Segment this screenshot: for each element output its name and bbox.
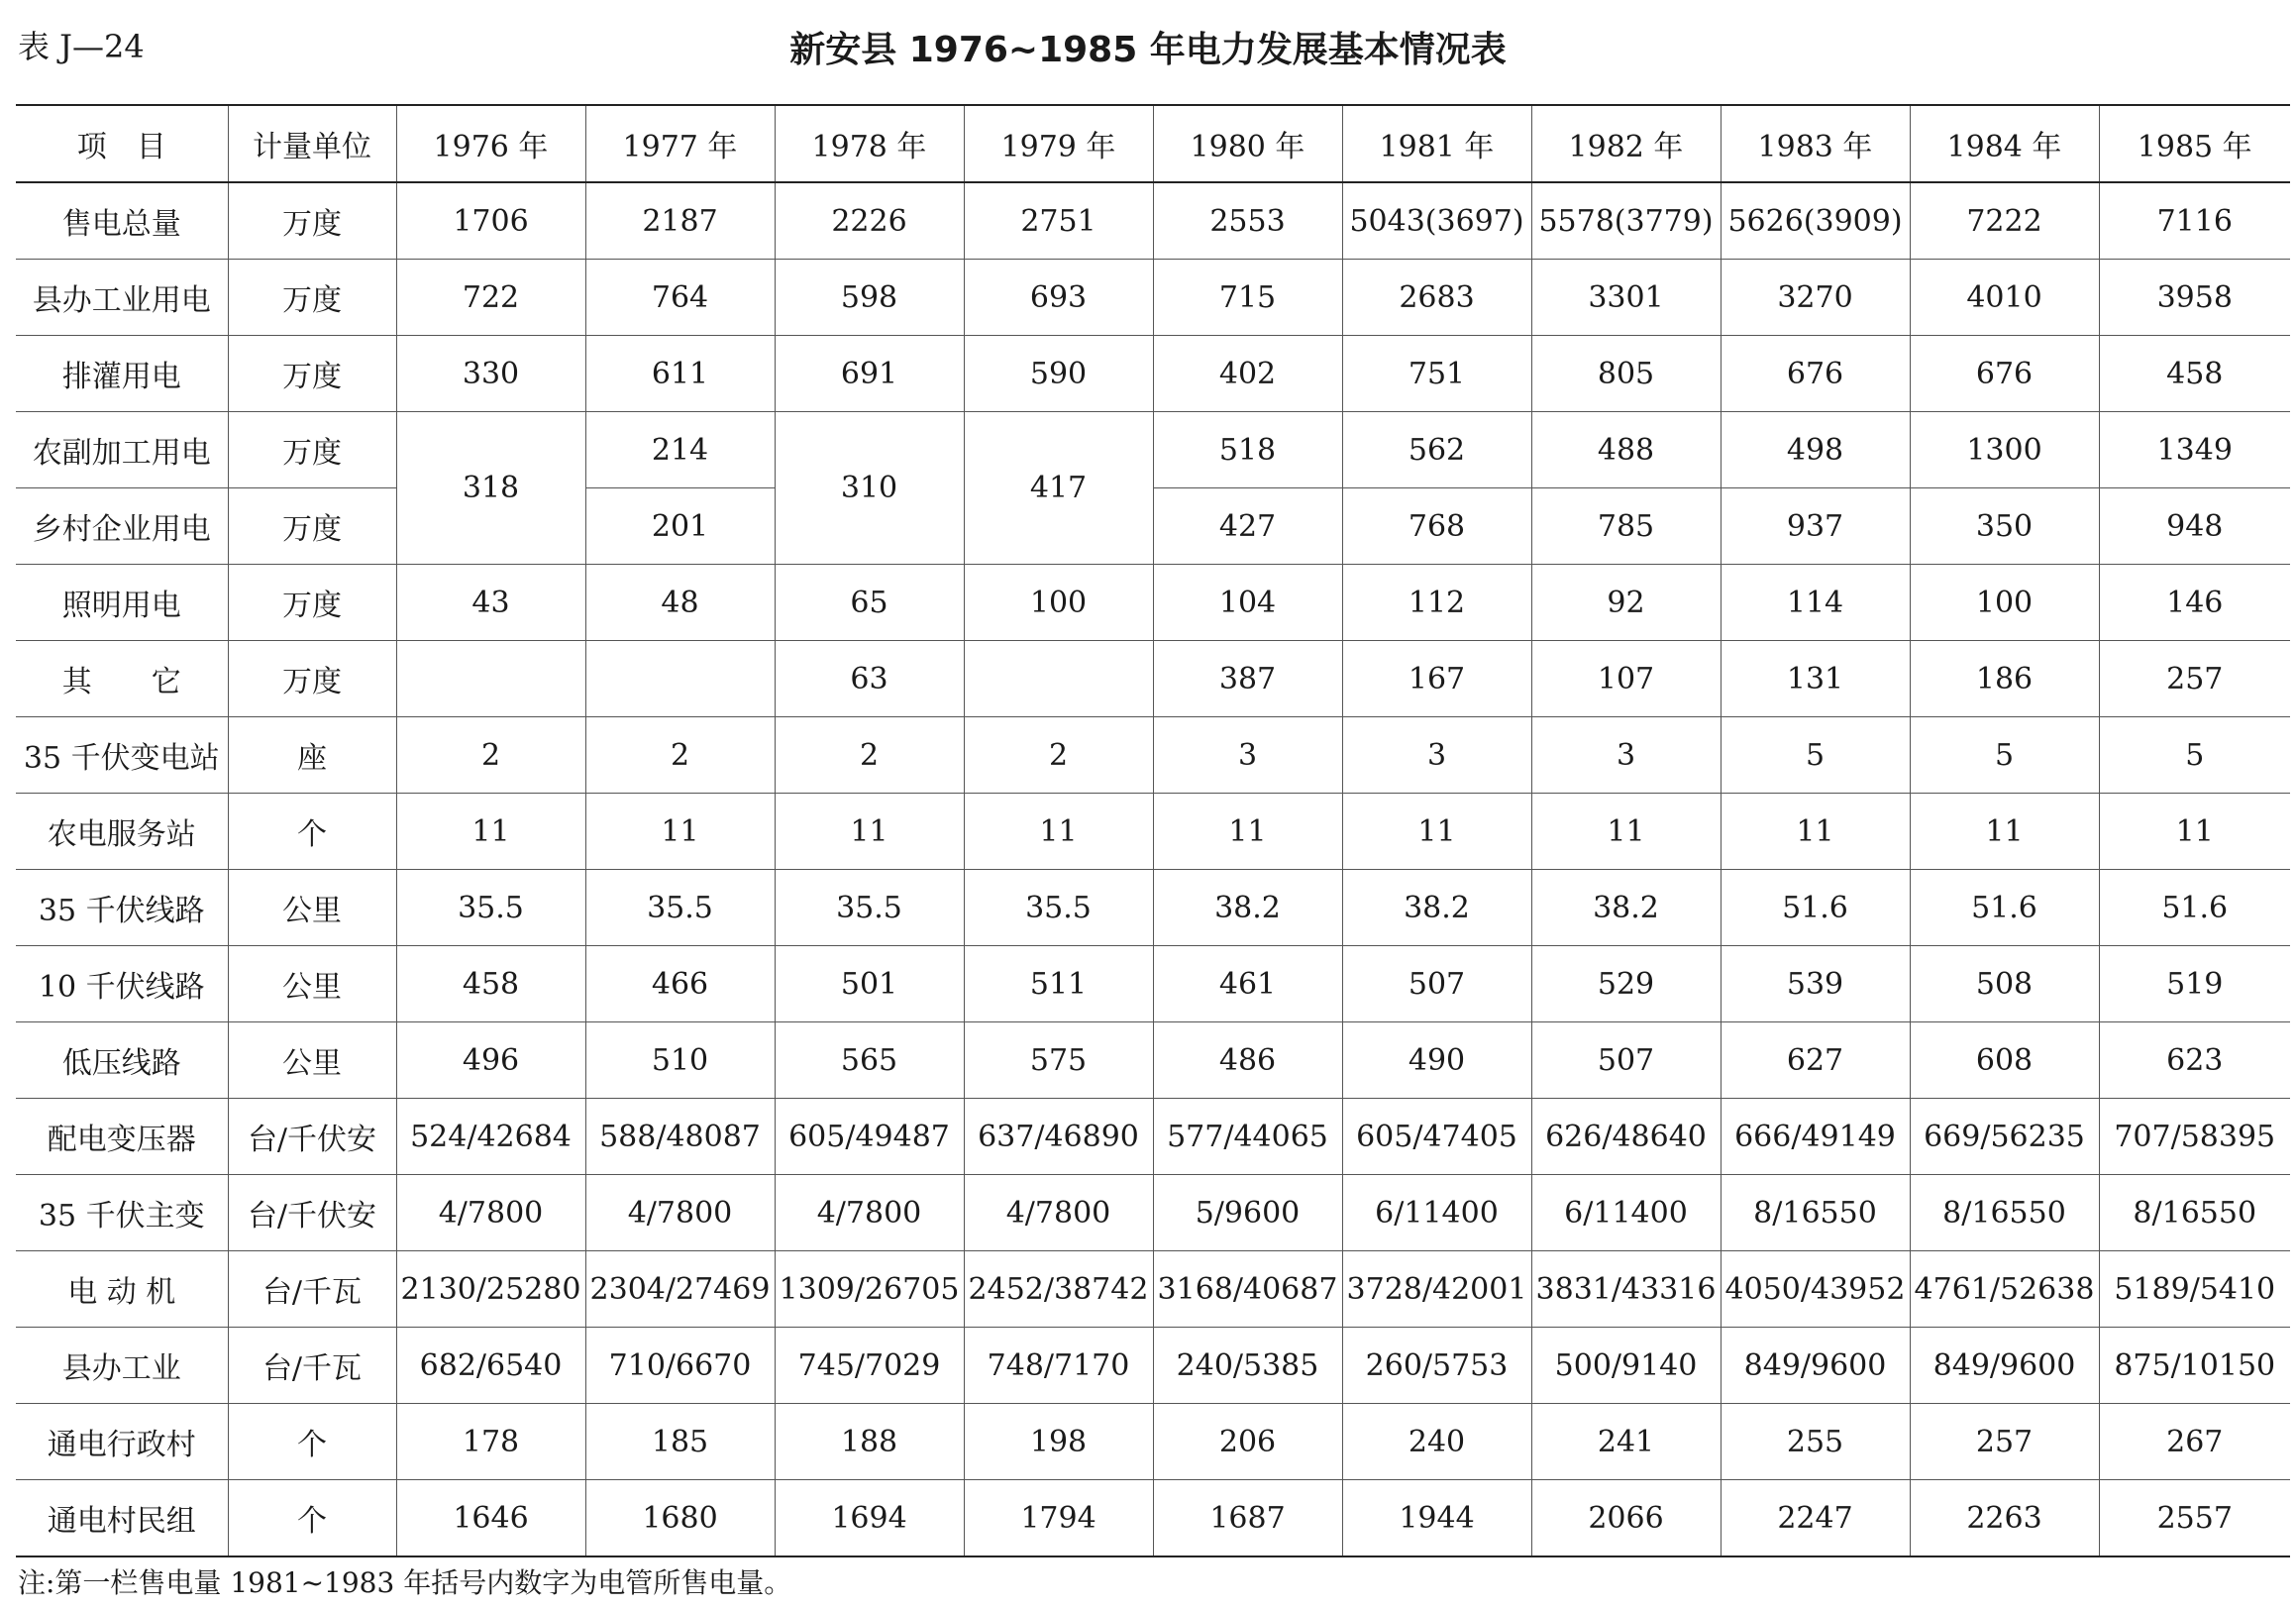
table-cell: 146 — [2099, 565, 2290, 641]
row-label: 其 它 — [16, 641, 228, 717]
table-cell: 5/9600 — [1153, 1175, 1342, 1251]
table-cell: 511 — [964, 946, 1153, 1022]
table-row — [16, 1251, 2290, 1328]
table-cell: 241 — [1531, 1404, 1721, 1480]
table-cell: 507 — [1531, 1022, 1721, 1099]
table-cell: 501 — [775, 946, 964, 1022]
table-row — [16, 641, 2290, 717]
table-cell: 240/5385 — [1153, 1328, 1342, 1404]
table-cell: 507 — [1342, 946, 1531, 1022]
table-row — [16, 1404, 2290, 1480]
table-cell: 676 — [1721, 336, 1910, 412]
row-label: 10 千伏线路 — [16, 946, 228, 1022]
table-cell: 114 — [1721, 565, 1910, 641]
table-cell: 100 — [1910, 565, 2099, 641]
row-label: 农电服务站 — [16, 794, 228, 870]
header-year: 1985 年 — [2099, 105, 2290, 182]
table-row — [16, 1099, 2290, 1175]
table-cell: 206 — [1153, 1404, 1342, 1480]
table-cell: 11 — [396, 794, 585, 870]
table-cell: 2066 — [1531, 1480, 1721, 1557]
table-cell: 4/7800 — [585, 1175, 775, 1251]
table-cell: 11 — [1342, 794, 1531, 870]
table-cell: 240 — [1342, 1404, 1531, 1480]
table-cell: 350 — [1910, 488, 2099, 565]
table-cell: 48 — [585, 565, 775, 641]
table-cell: 500/9140 — [1531, 1328, 1721, 1404]
table-row — [16, 946, 2290, 1022]
table-row — [16, 870, 2290, 946]
row-unit: 个 — [228, 794, 396, 870]
table-cell: 682/6540 — [396, 1328, 585, 1404]
table-cell: 510 — [585, 1022, 775, 1099]
table-cell: 518 — [1153, 412, 1342, 488]
table-id-label: 表 J—24 — [18, 28, 145, 65]
table-cell: 562 — [1342, 412, 1531, 488]
table-cell: 577/44065 — [1153, 1099, 1342, 1175]
table-cell: 3301 — [1531, 260, 1721, 336]
table-row — [16, 182, 2290, 260]
table-cell: 3958 — [2099, 260, 2290, 336]
table-cell: 1706 — [396, 182, 585, 260]
table-cell: 1794 — [964, 1480, 1153, 1557]
table-cell: 35.5 — [775, 870, 964, 946]
table-cell: 669/56235 — [1910, 1099, 2099, 1175]
table-cell: 623 — [2099, 1022, 2290, 1099]
table-cell: 188 — [775, 1404, 964, 1480]
table-cell: 178 — [396, 1404, 585, 1480]
row-unit: 台/千瓦 — [228, 1328, 396, 1404]
table-cell: 11 — [1910, 794, 2099, 870]
table-cell: 605/47405 — [1342, 1099, 1531, 1175]
table-cell: 488 — [1531, 412, 1721, 488]
row-label: 电 动 机 — [16, 1251, 228, 1328]
merged-cell: 310 — [775, 412, 964, 565]
table-cell: 4/7800 — [775, 1175, 964, 1251]
row-label: 乡村企业用电 — [16, 488, 228, 565]
table-cell: 598 — [775, 260, 964, 336]
table-cell: 5578(3779) — [1531, 182, 1721, 260]
header-year: 1984 年 — [1910, 105, 2099, 182]
table-cell: 4761/52638 — [1910, 1251, 2099, 1328]
row-label: 县办工业用电 — [16, 260, 228, 336]
table-cell: 7116 — [2099, 182, 2290, 260]
row-unit: 万度 — [228, 641, 396, 717]
table-cell: 748/7170 — [964, 1328, 1153, 1404]
table-cell — [964, 641, 1153, 717]
table-cell: 330 — [396, 336, 585, 412]
table-cell: 1309/26705 — [775, 1251, 964, 1328]
header-year: 1983 年 — [1721, 105, 1910, 182]
table-cell: 5 — [2099, 717, 2290, 794]
table-cell: 637/46890 — [964, 1099, 1153, 1175]
table-cell: 519 — [2099, 946, 2290, 1022]
table-cell: 43 — [396, 565, 585, 641]
table-cell: 745/7029 — [775, 1328, 964, 1404]
table-cell: 2247 — [1721, 1480, 1910, 1557]
table-cell: 486 — [1153, 1022, 1342, 1099]
table-cell: 2263 — [1910, 1480, 2099, 1557]
table-cell: 51.6 — [1910, 870, 2099, 946]
table-cell: 611 — [585, 336, 775, 412]
table-cell: 4010 — [1910, 260, 2099, 336]
table-cell: 1349 — [2099, 412, 2290, 488]
table-cell: 5 — [1721, 717, 1910, 794]
table-cell: 693 — [964, 260, 1153, 336]
table-cell: 402 — [1153, 336, 1342, 412]
table-cell: 710/6670 — [585, 1328, 775, 1404]
header-year: 1980 年 — [1153, 105, 1342, 182]
table-cell: 691 — [775, 336, 964, 412]
table-row — [16, 717, 2290, 794]
table-cell: 11 — [585, 794, 775, 870]
row-unit: 公里 — [228, 1022, 396, 1099]
row-label: 农副加工用电 — [16, 412, 228, 488]
table-cell: 1687 — [1153, 1480, 1342, 1557]
table-cell: 1646 — [396, 1480, 585, 1557]
table-cell: 38.2 — [1342, 870, 1531, 946]
table-cell: 51.6 — [1721, 870, 1910, 946]
table-cell: 715 — [1153, 260, 1342, 336]
table-cell: 2304/27469 — [585, 1251, 775, 1328]
row-unit: 公里 — [228, 946, 396, 1022]
row-unit: 台/千伏安 — [228, 1099, 396, 1175]
table-cell: 608 — [1910, 1022, 2099, 1099]
row-label: 排灌用电 — [16, 336, 228, 412]
table-cell: 4050/43952 — [1721, 1251, 1910, 1328]
row-unit: 万度 — [228, 260, 396, 336]
table-cell: 707/58395 — [2099, 1099, 2290, 1175]
row-label: 35 千伏线路 — [16, 870, 228, 946]
table-cell: 1944 — [1342, 1480, 1531, 1557]
header-year: 1978 年 — [775, 105, 964, 182]
table-cell: 461 — [1153, 946, 1342, 1022]
table-cell: 2130/25280 — [396, 1251, 585, 1328]
header-unit: 计量单位 — [228, 105, 396, 182]
table-cell: 529 — [1531, 946, 1721, 1022]
table-cell: 590 — [964, 336, 1153, 412]
row-unit: 万度 — [228, 488, 396, 565]
table-cell: 764 — [585, 260, 775, 336]
table-cell: 63 — [775, 641, 964, 717]
row-label: 售电总量 — [16, 182, 228, 260]
table-cell: 387 — [1153, 641, 1342, 717]
power-development-table — [16, 104, 2290, 1557]
table-cell: 3 — [1531, 717, 1721, 794]
table-footnote: 注:第一栏售电量 1981~1983 年括号内数字为电管所售电量。 — [18, 1566, 792, 1599]
table-cell: 666/49149 — [1721, 1099, 1910, 1175]
table-cell: 2 — [775, 717, 964, 794]
header-year: 1981 年 — [1342, 105, 1531, 182]
table-cell: 3168/40687 — [1153, 1251, 1342, 1328]
table-cell: 785 — [1531, 488, 1721, 565]
table-cell: 849/9600 — [1721, 1328, 1910, 1404]
table-cell — [396, 641, 585, 717]
row-label: 35 千伏变电站 — [16, 717, 228, 794]
row-label: 35 千伏主变 — [16, 1175, 228, 1251]
table-cell: 5189/5410 — [2099, 1251, 2290, 1328]
table-row — [16, 260, 2290, 336]
header-year: 1982 年 — [1531, 105, 1721, 182]
table-cell: 8/16550 — [1721, 1175, 1910, 1251]
table-cell: 490 — [1342, 1022, 1531, 1099]
table-cell: 805 — [1531, 336, 1721, 412]
merged-cell: 417 — [964, 412, 1153, 565]
header-year: 1977 年 — [585, 105, 775, 182]
table-row — [16, 1328, 2290, 1404]
table-cell: 948 — [2099, 488, 2290, 565]
table-row — [16, 565, 2290, 641]
table-cell: 3831/43316 — [1531, 1251, 1721, 1328]
table-cell: 35.5 — [396, 870, 585, 946]
table-cell: 8/16550 — [1910, 1175, 2099, 1251]
row-unit: 万度 — [228, 565, 396, 641]
table-cell: 676 — [1910, 336, 2099, 412]
table-cell: 255 — [1721, 1404, 1910, 1480]
table-cell: 3 — [1153, 717, 1342, 794]
table-cell: 5 — [1910, 717, 2099, 794]
table-cell: 38.2 — [1153, 870, 1342, 946]
table-cell: 260/5753 — [1342, 1328, 1531, 1404]
table-cell: 6/11400 — [1342, 1175, 1531, 1251]
table-cell: 458 — [396, 946, 585, 1022]
table-cell: 214 — [585, 412, 775, 488]
table-cell: 751 — [1342, 336, 1531, 412]
row-unit: 万度 — [228, 182, 396, 260]
row-label: 县办工业 — [16, 1328, 228, 1404]
table-cell: 5626(3909) — [1721, 182, 1910, 260]
row-unit: 公里 — [228, 870, 396, 946]
table-cell: 722 — [396, 260, 585, 336]
table-cell: 11 — [1531, 794, 1721, 870]
table-cell: 11 — [1721, 794, 1910, 870]
table-cell: 565 — [775, 1022, 964, 1099]
header-item: 项 目 — [16, 105, 228, 182]
table-cell: 588/48087 — [585, 1099, 775, 1175]
table-cell: 107 — [1531, 641, 1721, 717]
row-unit: 万度 — [228, 336, 396, 412]
table-cell: 508 — [1910, 946, 2099, 1022]
table-cell: 2557 — [2099, 1480, 2290, 1557]
table-cell: 11 — [2099, 794, 2290, 870]
row-unit: 万度 — [228, 412, 396, 488]
table-cell: 5043(3697) — [1342, 182, 1531, 260]
table-cell: 3270 — [1721, 260, 1910, 336]
table-cell: 185 — [585, 1404, 775, 1480]
row-label: 低压线路 — [16, 1022, 228, 1099]
row-label: 照明用电 — [16, 565, 228, 641]
row-unit: 台/千瓦 — [228, 1251, 396, 1328]
table-cell: 1680 — [585, 1480, 775, 1557]
table-cell: 2 — [964, 717, 1153, 794]
header-year: 1976 年 — [396, 105, 585, 182]
table-cell: 575 — [964, 1022, 1153, 1099]
table-cell: 2 — [396, 717, 585, 794]
table-cell: 2553 — [1153, 182, 1342, 260]
header-row — [16, 105, 2290, 182]
row-unit: 个 — [228, 1480, 396, 1557]
table-cell: 768 — [1342, 488, 1531, 565]
table-cell: 466 — [585, 946, 775, 1022]
row-unit: 个 — [228, 1404, 396, 1480]
table-cell: 1694 — [775, 1480, 964, 1557]
table-cell: 112 — [1342, 565, 1531, 641]
table-cell: 626/48640 — [1531, 1099, 1721, 1175]
table-cell: 11 — [964, 794, 1153, 870]
table-row — [16, 412, 2290, 488]
table-cell: 7222 — [1910, 182, 2099, 260]
table-cell: 11 — [775, 794, 964, 870]
table-cell: 458 — [2099, 336, 2290, 412]
table-cell: 605/49487 — [775, 1099, 964, 1175]
table-cell: 524/42684 — [396, 1099, 585, 1175]
table-cell: 104 — [1153, 565, 1342, 641]
table-row — [16, 1175, 2290, 1251]
table-cell: 849/9600 — [1910, 1328, 2099, 1404]
table-cell: 427 — [1153, 488, 1342, 565]
row-unit: 台/千伏安 — [228, 1175, 396, 1251]
table-cell: 2 — [585, 717, 775, 794]
table-cell: 167 — [1342, 641, 1531, 717]
table-row — [16, 336, 2290, 412]
table-cell: 498 — [1721, 412, 1910, 488]
table-cell: 627 — [1721, 1022, 1910, 1099]
table-row — [16, 794, 2290, 870]
data-table-container — [16, 104, 2290, 1557]
table-cell: 257 — [2099, 641, 2290, 717]
table-row — [16, 1022, 2290, 1099]
table-cell: 2751 — [964, 182, 1153, 260]
table-cell: 35.5 — [964, 870, 1153, 946]
table-cell: 1300 — [1910, 412, 2099, 488]
row-unit: 座 — [228, 717, 396, 794]
table-cell: 131 — [1721, 641, 1910, 717]
table-cell: 496 — [396, 1022, 585, 1099]
table-cell: 875/10150 — [2099, 1328, 2290, 1404]
table-cell: 198 — [964, 1404, 1153, 1480]
table-cell: 2683 — [1342, 260, 1531, 336]
table-row — [16, 1480, 2290, 1557]
table-cell: 937 — [1721, 488, 1910, 565]
table-cell: 3 — [1342, 717, 1531, 794]
table-cell: 8/16550 — [2099, 1175, 2290, 1251]
table-cell: 100 — [964, 565, 1153, 641]
table-cell: 11 — [1153, 794, 1342, 870]
table-cell: 201 — [585, 488, 775, 565]
table-cell: 92 — [1531, 565, 1721, 641]
table-cell: 2452/38742 — [964, 1251, 1153, 1328]
document-title: 新安县 1976~1985 年电力发展基本情况表 — [789, 30, 1507, 70]
table-cell: 65 — [775, 565, 964, 641]
row-label: 配电变压器 — [16, 1099, 228, 1175]
table-cell: 2187 — [585, 182, 775, 260]
table-cell: 186 — [1910, 641, 2099, 717]
table-cell: 51.6 — [2099, 870, 2290, 946]
table-cell: 4/7800 — [396, 1175, 585, 1251]
table-cell: 4/7800 — [964, 1175, 1153, 1251]
table-cell: 257 — [1910, 1404, 2099, 1480]
table-cell: 2226 — [775, 182, 964, 260]
table-cell: 6/11400 — [1531, 1175, 1721, 1251]
header-year: 1979 年 — [964, 105, 1153, 182]
merged-cell: 318 — [396, 412, 585, 565]
table-row — [16, 488, 2290, 565]
table-cell: 267 — [2099, 1404, 2290, 1480]
table-cell — [585, 641, 775, 717]
table-cell: 38.2 — [1531, 870, 1721, 946]
table-cell: 35.5 — [585, 870, 775, 946]
table-cell: 3728/42001 — [1342, 1251, 1531, 1328]
table-cell: 539 — [1721, 946, 1910, 1022]
row-label: 通电行政村 — [16, 1404, 228, 1480]
row-label: 通电村民组 — [16, 1480, 228, 1557]
